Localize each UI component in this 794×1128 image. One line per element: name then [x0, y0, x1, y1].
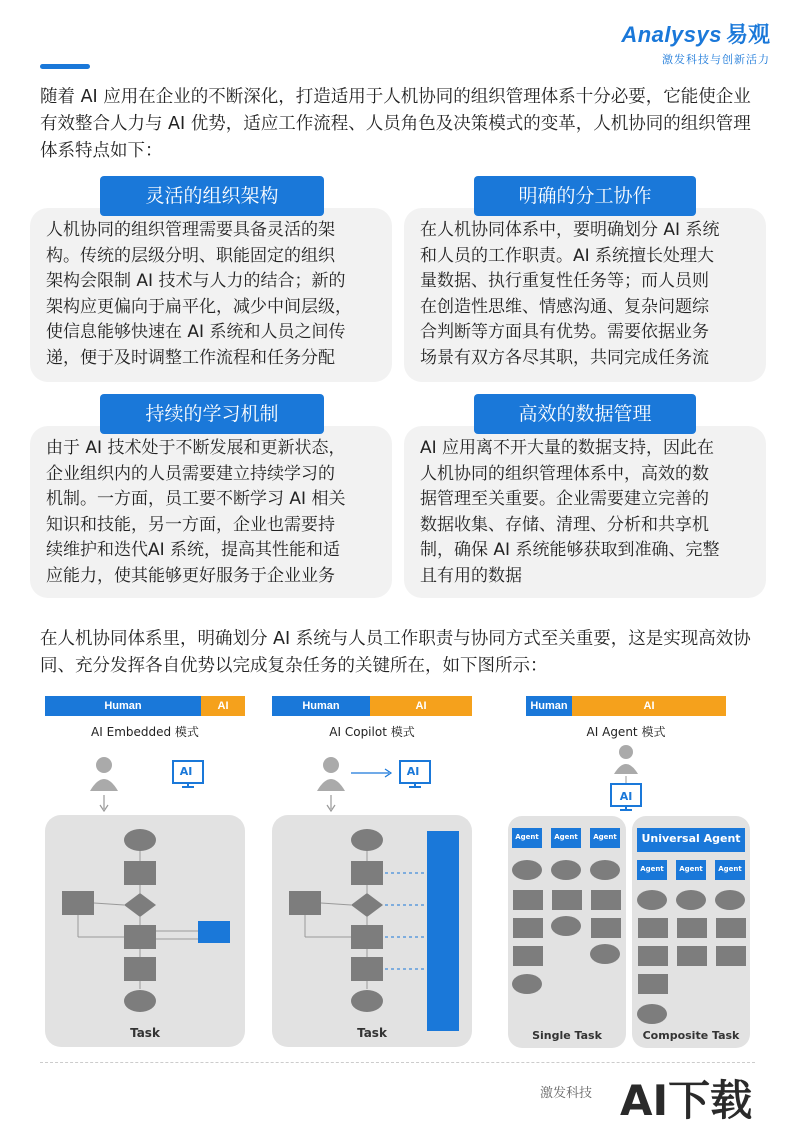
brand-logo	[621, 18, 770, 67]
card-line: 且有用的数据	[420, 565, 522, 586]
single-task-label: Single Task	[532, 1029, 602, 1042]
monitor-label: AI	[619, 790, 633, 803]
copilot-diagram	[267, 745, 482, 1050]
card-line: 据管理至关重要。企业需要建立完善的	[420, 489, 709, 509]
embedded-mode-title: AI Embedded 模式	[91, 725, 199, 739]
card-clear-division	[404, 208, 766, 382]
card-line: 数据收集、存储、清理、分析和共享机	[420, 514, 709, 535]
agent-label: Agent	[679, 865, 703, 873]
human-segment: Human	[272, 696, 370, 716]
card-data-management	[404, 426, 766, 598]
card-line: 在创造性思维、情感沟通、复杂问题综	[420, 296, 709, 317]
logo-tagline: 激发科技与创新活力	[662, 53, 770, 66]
ai-segment: AI	[201, 696, 245, 716]
ai-segment: AI	[370, 696, 472, 716]
card-line: 架构应更偏向于扁平化，减少中间层级，	[46, 296, 352, 317]
agent-label: Agent	[640, 865, 664, 873]
process-node	[124, 861, 156, 885]
embedded-diagram	[40, 745, 255, 1050]
card-body	[404, 426, 766, 589]
end-node	[351, 990, 383, 1012]
ai-node	[198, 921, 230, 943]
composite-task-label: Composite Task	[642, 1029, 740, 1042]
start-node	[351, 829, 383, 851]
card-line: 机制。一方面，员工要不断学习 AI 相关	[46, 489, 346, 509]
card-body	[30, 426, 392, 589]
process-node	[351, 957, 383, 981]
human-segment: Human	[526, 696, 572, 716]
card-body	[30, 208, 392, 371]
person-icon	[90, 757, 118, 791]
card-body	[404, 208, 766, 371]
agent-label: Agent	[718, 865, 742, 873]
card-line: 续维护和迭代AI 系统，提高其性能和适	[46, 540, 341, 560]
agent-mode-title: AI Agent 模式	[586, 725, 666, 739]
agent-mode-bar	[526, 696, 726, 716]
card-line: 量数据、执行重复性任务等；而人员则	[420, 271, 709, 291]
watermark-logo: AI下载	[620, 1076, 753, 1125]
copilot-task-label: Task	[357, 1026, 387, 1040]
card-line: 和人员的工作职责。AI 系统擅长处理大	[420, 245, 715, 266]
monitor-label: AI	[406, 765, 420, 778]
person-icon	[317, 757, 345, 791]
card-line: 在人机协同体系中，要明确划分 AI 系统	[420, 220, 720, 240]
card-line: 企业组织内的人员需要建立持续学习的	[46, 463, 335, 484]
agent-label: Agent	[515, 833, 539, 841]
process-node	[351, 925, 383, 949]
universal-agent-label: Universal Agent	[641, 832, 741, 845]
outro-paragraph: 在人机协同体系里，明确划分 AI 系统与人员工作职责与协同方式至关重要，这是实现高效协同、充分发挥各自优势以完成复杂任务的关键所在，如下图所示：	[40, 629, 751, 676]
side-process-node	[289, 891, 321, 915]
agent-label: Agent	[593, 833, 617, 841]
card-line: 使信息能够快速在 AI 系统和人员之间传	[46, 322, 346, 342]
side-process-node	[62, 891, 94, 915]
monitor-label: AI	[179, 765, 193, 778]
card-line: 制，确保 AI 系统能够获取到准确、完整	[420, 540, 720, 560]
end-node	[124, 990, 156, 1012]
footer-divider	[40, 1062, 755, 1063]
agent-label: Agent	[554, 833, 578, 841]
embedded-task-label: Task	[130, 1026, 160, 1040]
card-flexible-org	[30, 208, 392, 382]
card-line: 架构会限制 AI 技术与人力的结合；新的	[46, 271, 346, 291]
card-line: AI 应用离不开大量的数据支持，因此在	[420, 438, 715, 458]
card-line: 递，便于及时调整工作流程和任务分配	[46, 347, 335, 368]
card-title-continuous-learning: 持续的学习机制	[100, 394, 324, 434]
copilot-mode-bar	[272, 696, 472, 716]
card-line: 人机协同的组织管理需要具备灵活的架	[46, 220, 335, 240]
copilot-ai-column	[427, 831, 459, 1031]
embedded-mode-bar	[45, 696, 245, 716]
card-line: 合判断等方面具有优势。需要依据业务	[420, 322, 709, 342]
card-line: 由于 AI 技术处于不断发展和更新状态，	[46, 438, 346, 458]
card-line: 知识和技能，另一方面，企业也需要持	[46, 514, 335, 535]
card-title-clear-division: 明确的分工协作	[474, 176, 696, 216]
human-segment: Human	[45, 696, 201, 716]
process-node	[351, 861, 383, 885]
card-line: 场景有双方各尽其职，共同完成任务流	[420, 347, 709, 368]
intro-paragraph: 随着 AI 应用在企业的不断深化，打造适用于人机协同的组织管理体系十分必要，它能使企业有效整合人力与 AI 优势，适应工作流程、人员角色及决策模式的变革，人机协同的组织管理体系特点如下：	[40, 87, 751, 161]
copilot-mode-title: AI Copilot 模式	[329, 725, 415, 739]
card-line: 人机协同的组织管理体系中，高效的数	[420, 463, 709, 484]
agent-diagram	[505, 740, 755, 1052]
accent-bar	[40, 64, 90, 69]
process-node	[124, 957, 156, 981]
logo-cn: 易观	[725, 23, 770, 48]
process-node	[124, 925, 156, 949]
card-title-data-management: 高效的数据管理	[474, 394, 696, 434]
start-node	[124, 829, 156, 851]
card-continuous-learning	[30, 426, 392, 598]
card-title-flexible-org: 灵活的组织架构	[100, 176, 324, 216]
footer-text: 激发科技	[540, 1086, 593, 1101]
person-icon	[614, 745, 638, 774]
card-line: 构。传统的层级分明、职能固定的组织	[46, 245, 335, 266]
logo-name: Analysys	[621, 22, 722, 47]
card-line: 应能力，使其能够更好服务于企业业务	[46, 565, 335, 586]
ai-segment: AI	[572, 696, 726, 716]
